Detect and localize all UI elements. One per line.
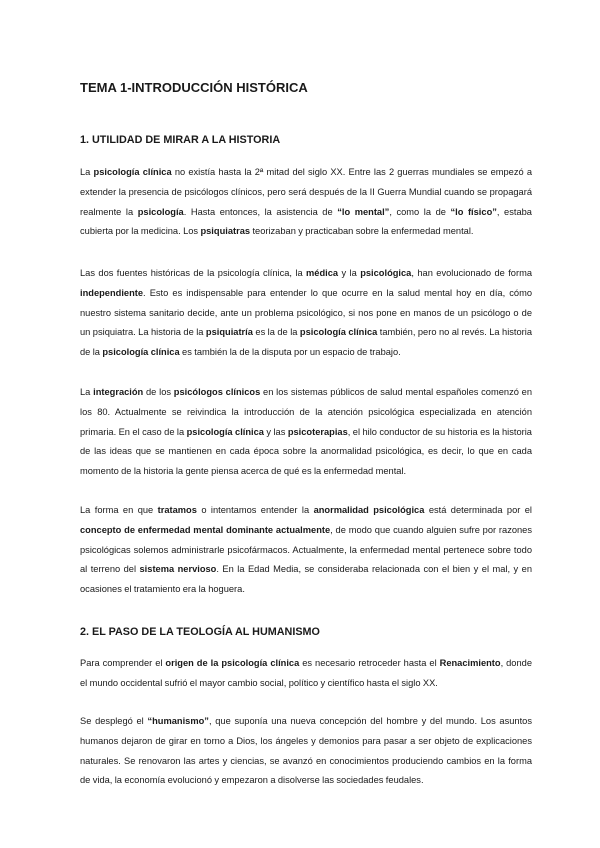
bold-term: psicología clínica xyxy=(93,167,172,177)
text-run: , donde el mundo occidental sufrió el mayor cambio social, político y científico hasta el siglo XX. xyxy=(80,658,532,688)
text-run: es la de la xyxy=(252,327,300,338)
text-run: es también la de la disputa por un espacio de trabajo. xyxy=(179,347,401,358)
bold-term: anormalidad psicológica xyxy=(313,505,425,515)
paragraph xyxy=(80,712,532,791)
bold-term: origen de la psicología clínica xyxy=(165,658,300,668)
bold-term: sistema nervioso xyxy=(139,564,217,575)
paragraph xyxy=(80,383,532,482)
text-run: Se desplegó el xyxy=(80,716,148,726)
text-run: y las xyxy=(263,426,288,437)
text-run: , como la de xyxy=(389,206,451,217)
bold-term: psicológica xyxy=(360,268,412,278)
text-run: o intentamos entender la xyxy=(196,505,314,515)
text-run: Las dos fuentes históricas de la psicología clínica, la xyxy=(80,268,307,278)
text-run: La xyxy=(80,387,94,397)
paragraph xyxy=(80,163,532,242)
bold-term: integración xyxy=(93,387,144,397)
text-run: de los xyxy=(143,387,174,397)
bold-term: psiquiatras xyxy=(200,226,251,237)
text-run: La xyxy=(80,167,94,177)
paragraph xyxy=(80,654,532,694)
text-run: y la xyxy=(338,268,361,278)
document-title: TEMA 1-INTRODUCCIÓN HISTÓRICA xyxy=(80,80,308,95)
text-run: también, pero no al revés. La historia de la xyxy=(80,327,533,358)
text-run: , de modo que cuando alguien sufre por razones psicológicas solemos administrarle psicofármacos. Actualmente, la enfermedad mental pertenece sobre todo al terreno del xyxy=(80,524,532,575)
bold-term: “lo físico” xyxy=(450,206,497,217)
text-run: , el hilo conductor de su historia es la historia de las ideas que se mantienen en cada época sobre la anormalidad psicológica, es decir, lo que en cada momento de la historia la gente piensa acerca de qué es la enfermedad mental. xyxy=(80,426,532,477)
bold-term: psicólogos clínicos xyxy=(173,387,261,397)
text-run: , han evolucionado de forma xyxy=(411,268,532,278)
text-run: Para comprender el xyxy=(80,658,166,668)
paragraph xyxy=(80,501,532,600)
text-run: . Esto es indispensable para entender lo que ocurre en la salud mental hoy en día, cómo nuestro sistema sanitario decide, ante un problema psicológico, si nos pone en manos de un psicólogo o de un psiquiatra. La historia de la xyxy=(80,287,532,338)
text-run: en los sistemas públicos de salud mental españoles comenzó en los 80. Actualmente se reivindica la introducción de la atención psicológica especializada en atención primaria. En el caso de la xyxy=(80,387,533,437)
bold-term: psicología clínica xyxy=(299,327,378,338)
bold-term: concepto de enfermedad mental dominante actualmente xyxy=(80,524,331,535)
bold-term: psicología clínica xyxy=(186,426,264,437)
text-run: , que suponía una nueva concepción del hombre y del mundo. Los asuntos humanos dejaron de girar en torno a Dios, los ángeles y demonios para pasar a ser objeto de explicaciones naturales. Se renovaron las artes y ciencias, se avanzó en conocimientos produciendo cambios en la forma de vida, la economía evolucionó y empezaron a disolverse las sociedades feudales. xyxy=(80,716,532,786)
bold-term: psicología xyxy=(137,206,184,217)
bold-term: tratamos xyxy=(157,505,197,515)
bold-term: Renacimiento xyxy=(439,658,501,668)
bold-term: “lo mental” xyxy=(337,206,390,217)
section-heading-utilidad: 1. UTILIDAD DE MIRAR A LA HISTORIA xyxy=(80,134,281,146)
text-run: . Hasta entonces, la asistencia de xyxy=(183,206,338,217)
paragraph xyxy=(80,264,532,363)
text-run: no existía hasta la 2ª mitad del siglo XX. Entre las 2 guerras mundiales se empezó a extender la presencia de psicólogos clínicos, pero será después de la II Guerra Mundial cuando se propagará realmente la xyxy=(80,167,532,217)
bold-term: independiente xyxy=(80,287,144,298)
bold-term: psiquiatría xyxy=(205,327,253,338)
bold-term: psicoterapias xyxy=(287,426,348,437)
bold-term: médica xyxy=(306,268,339,278)
text-run: , estaba cubierta por la medicina. Los xyxy=(80,206,532,237)
text-run: es necesario retroceder hasta el xyxy=(299,658,440,668)
bold-term: psicología clínica xyxy=(102,347,180,358)
text-run: teorizaban y practicaban sobre la enfermedad mental. xyxy=(250,226,474,237)
text-run: . En la Edad Media, se consideraba relacionada con el bien y el mal, y en ocasiones el tratamiento era la hoguera. xyxy=(80,564,533,595)
text-run: está determinada por el xyxy=(424,505,532,515)
text-run: La forma en que xyxy=(80,505,158,515)
section-heading-teologia-humanismo: 2. EL PASO DE LA TEOLOGÍA AL HUMANISMO xyxy=(80,626,320,638)
bold-term: “humanismo” xyxy=(147,716,209,726)
